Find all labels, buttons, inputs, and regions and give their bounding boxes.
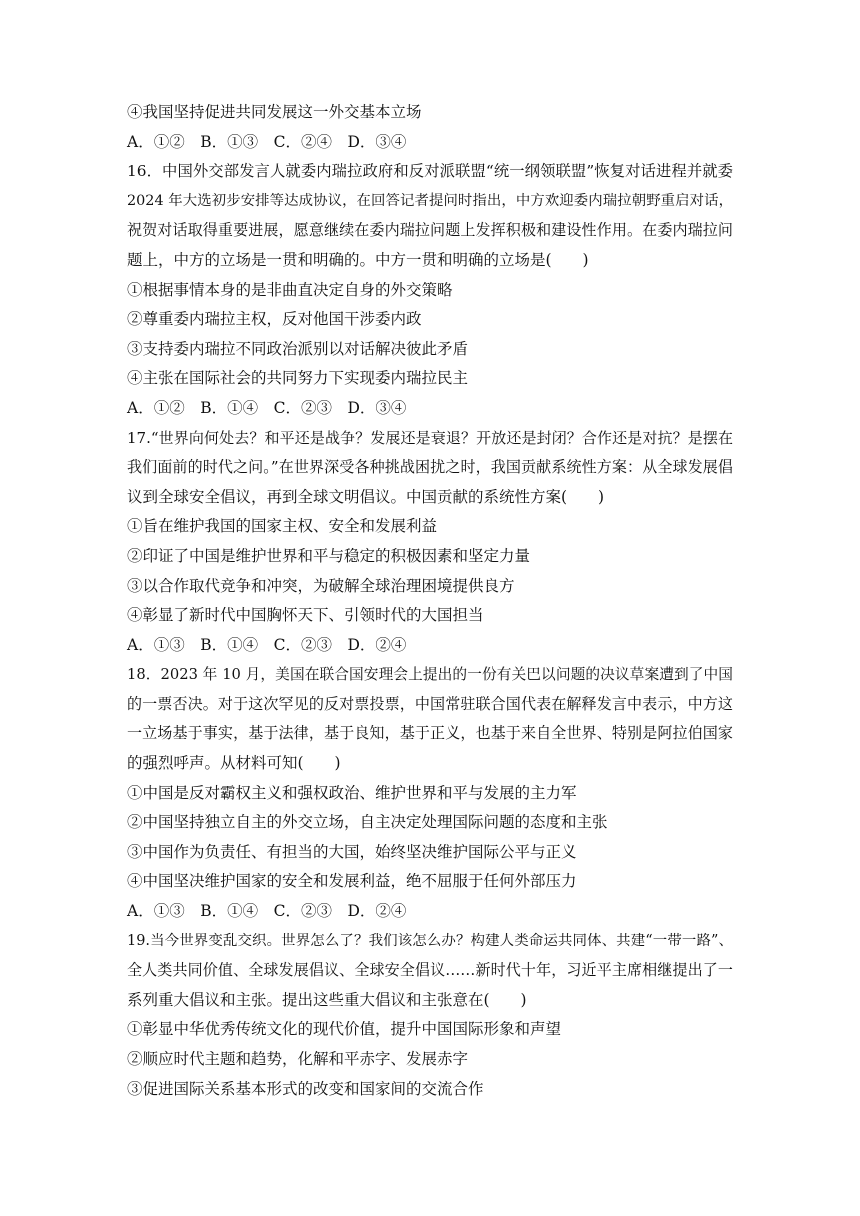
- text-line: 题上，中方的立场是一贯和明确的。中方一贯和明确的立场是( ): [127, 250, 589, 269]
- text-line: ①根据事情本身的是非曲直决定自身的外交策略: [127, 280, 453, 299]
- text-line: 17.“世界向何处去？和平还是战争？发展还是衰退？开放还是封闭？合作还是对抗？是摆在: [127, 428, 733, 447]
- text-line: ④彰显了新时代中国胸怀天下、引领时代的大国担当: [127, 606, 484, 625]
- text-line: 19.当今世界变乱交织。世界怎么了？我们该怎么办？构建人类命运共同体、共建“一带一路”、: [127, 932, 733, 949]
- text-line: 祝贺对话取得重要进展，愿意继续在委内瑞拉问题上发挥积极和建设性作用。在委内瑞拉问: [127, 221, 733, 240]
- text-line: 的强烈呼声。从材料可知( ): [127, 754, 341, 773]
- text-line: ①彰显中华优秀传统文化的现代价值，提升中国国际形象和声望: [127, 1020, 562, 1039]
- text-line: A．①③ B．①④ C．②③ D．②④: [127, 635, 407, 654]
- text-line: A．①② B．①④ C．②③ D．③④: [127, 398, 407, 417]
- text-line: 的一票否决。对于这次罕见的反对票投票，中国常驻联合国代表在解释发言中表示，中方这: [127, 694, 733, 713]
- text-line: ②印证了中国是维护世界和平与稳定的积极因素和坚定力量: [127, 546, 531, 565]
- text-line: ④主张在国际社会的共同努力下实现委内瑞拉民主: [127, 369, 469, 388]
- text-line: 议到全球安全倡议，再到全球文明倡议。中国贡献的系统性方案( ): [127, 487, 605, 506]
- text-line: ①中国是反对霸权主义和强权政治、维护世界和平与发展的主力军: [127, 783, 577, 802]
- text-line: ③促进国际关系基本形式的改变和国家间的交流合作: [127, 1079, 484, 1098]
- text-line: 全人类共同价值、全球发展倡议、全球安全倡议……新时代十年，习近平主席相继提出了一: [127, 961, 733, 980]
- text-line: A．①② B．①③ C．②④ D．③④: [127, 132, 407, 151]
- text-line: ④我国坚持促进共同发展这一外交基本立场: [127, 103, 422, 121]
- text-line: ②顺应时代主题和趋势，化解和平赤字、发展赤字: [127, 1050, 469, 1068]
- text-line: 我们面前的时代之问。”在世界深受各种挑战困扰之时，我国贡献系统性方案：从全球发展倡: [127, 458, 733, 477]
- document-page: [127, 98, 733, 1104]
- text-line: 16．中国外交部发言人就委内瑞拉政府和反对派联盟“统一纲领联盟”恢复对话进程并就委: [127, 162, 733, 181]
- text-line: 18．2023 年 10 月，美国在联合国安理会上提出的一份有关巴以问题的决议草案遭到了中国: [127, 666, 733, 684]
- text-line: 系列重大倡议和主张。提出这些重大倡议和主张意在( ): [127, 990, 527, 1009]
- text-line: 2024 年大选初步安排等达成协议，在回答记者提问时指出，中方欢迎委内瑞拉朝野重启对话，: [127, 192, 733, 209]
- text-line: ①旨在维护我国的国家主权、安全和发展利益: [127, 517, 438, 536]
- text-line: ②中国坚持独立自主的外交立场，自主决定处理国际问题的态度和主张: [127, 813, 608, 832]
- text-line: A．①③ B．①④ C．②③ D．②④: [127, 902, 407, 921]
- text-line: 一立场基于事实，基于法律，基于良知，基于正义，也基于来自全世界、特别是阿拉伯国家: [127, 724, 733, 743]
- text-line: ③支持委内瑞拉不同政治派别以对话解决彼此矛盾: [127, 339, 469, 358]
- text-line: ④中国坚决维护国家的安全和发展利益，绝不屈服于任何外部压力: [127, 872, 577, 891]
- text-line: ③中国作为负责任、有担当的大国，始终坚决维护国际公平与正义: [127, 842, 577, 861]
- text-line: ②尊重委内瑞拉主权，反对他国干涉委内政: [127, 310, 422, 329]
- text-line: ③以合作取代竞争和冲突，为破解全球治理困境提供良方: [127, 576, 515, 595]
